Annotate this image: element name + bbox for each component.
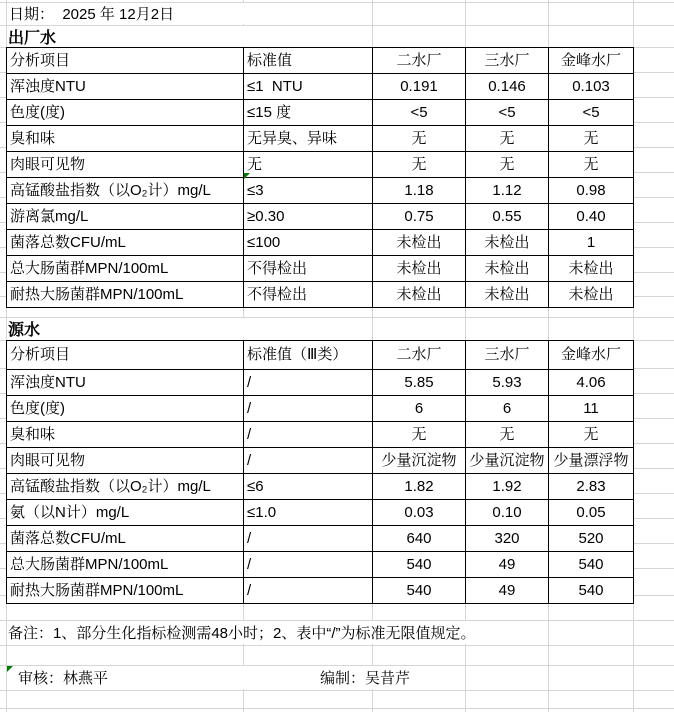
value-cell[interactable]: <5 (373, 100, 466, 126)
value-cell[interactable]: 0.10 (466, 500, 549, 526)
value-cell[interactable]: 1.12 (466, 178, 549, 204)
table-row (7, 282, 634, 308)
row-label-cell[interactable]: 氨（以N计）mg/L (7, 500, 244, 526)
value-cell[interactable]: 0.55 (466, 204, 549, 230)
row-label-cell[interactable]: 耐热大肠菌群MPN/100mL (7, 282, 244, 308)
row-label-cell[interactable]: 高锰酸盐指数（以O₂计）mg/L (7, 178, 244, 204)
value-cell[interactable]: 5.93 (466, 370, 549, 396)
value-cell[interactable]: 无 (549, 126, 634, 152)
value-cell[interactable]: 320 (466, 526, 549, 552)
standard-value-cell[interactable]: ≤3 (244, 178, 373, 204)
value-cell[interactable]: 5.85 (373, 370, 466, 396)
table-row (7, 370, 634, 396)
value-cell[interactable]: 未检出 (373, 282, 466, 308)
table-row (7, 74, 634, 100)
row-label-cell[interactable]: 浑浊度NTU (7, 370, 244, 396)
standard-value-cell[interactable]: / (244, 552, 373, 578)
value-cell[interactable]: 0.146 (466, 74, 549, 100)
reviewer-cell[interactable]: 审核：林燕平 (7, 666, 246, 689)
table-row (7, 552, 634, 578)
value-cell[interactable]: 49 (466, 578, 549, 604)
column-header-cell[interactable]: 二水厂 (373, 341, 466, 370)
value-cell[interactable]: 无 (466, 126, 549, 152)
table-row (7, 526, 634, 552)
table-row (7, 256, 634, 282)
row-label-cell[interactable]: 浑浊度NTU (7, 74, 244, 100)
value-cell[interactable]: 1.18 (373, 178, 466, 204)
standard-value-cell[interactable]: ≥0.30 (244, 204, 373, 230)
table-row (7, 100, 634, 126)
standard-value-cell[interactable]: 不得检出 (244, 256, 373, 282)
row-label-cell[interactable]: 耐热大肠菌群MPN/100mL (7, 578, 244, 604)
value-cell[interactable]: 无 (549, 152, 634, 178)
value-cell[interactable]: 未检出 (466, 282, 549, 308)
standard-value-cell[interactable]: / (244, 396, 373, 422)
row-label-cell[interactable]: 菌落总数CFU/mL (7, 526, 244, 552)
date-cell[interactable]: 日期： 2025 年 12月2日 (7, 3, 245, 24)
value-cell[interactable]: 少量沉淀物 (373, 448, 466, 474)
value-cell[interactable]: 0.03 (373, 500, 466, 526)
value-cell[interactable]: 1.92 (466, 474, 549, 500)
table-row (7, 422, 634, 448)
value-cell[interactable]: <5 (466, 100, 549, 126)
value-cell[interactable]: <5 (549, 100, 634, 126)
gridline-h (0, 708, 674, 709)
row-label-cell[interactable]: 色度(度) (7, 100, 244, 126)
source-water-table (6, 340, 634, 604)
value-cell[interactable]: 540 (373, 552, 466, 578)
table-row (7, 126, 634, 152)
table-row (7, 230, 634, 256)
standard-value-cell[interactable]: ≤100 (244, 230, 373, 256)
standard-value-cell[interactable]: ≤15 度 (244, 100, 373, 126)
row-label-cell[interactable]: 高锰酸盐指数（以O₂计）mg/L (7, 474, 244, 500)
column-header-cell[interactable]: 二水厂 (373, 48, 466, 74)
standard-value-cell[interactable]: 无 (244, 152, 373, 178)
value-cell[interactable]: 无 (373, 126, 466, 152)
table-row (7, 448, 634, 474)
finished-water-table (6, 47, 634, 308)
column-header-cell[interactable]: 标准值（Ⅲ类） (244, 341, 373, 370)
value-cell[interactable]: 0.75 (373, 204, 466, 230)
standard-value-cell[interactable]: / (244, 422, 373, 448)
table-row (7, 500, 634, 526)
value-cell[interactable]: 未检出 (373, 230, 466, 256)
value-cell[interactable]: 6 (466, 396, 549, 422)
value-cell[interactable]: 0.98 (549, 178, 634, 204)
cell-flag-icon (244, 173, 250, 179)
section-title-finished-water[interactable]: 出厂水 (7, 26, 244, 46)
value-cell[interactable]: 1 (549, 230, 634, 256)
value-cell[interactable]: 0.05 (549, 500, 634, 526)
value-cell[interactable]: 少量沉淀物 (466, 448, 549, 474)
value-cell[interactable]: 11 (549, 396, 634, 422)
value-cell[interactable]: 无 (466, 152, 549, 178)
value-cell[interactable]: 未检出 (373, 256, 466, 282)
standard-value-cell[interactable]: ≤1.0 (244, 500, 373, 526)
header-row (7, 341, 634, 370)
column-header-cell[interactable]: 三水厂 (466, 48, 549, 74)
row-label-cell[interactable]: 总大肠菌群MPN/100mL (7, 552, 244, 578)
column-header-cell[interactable]: 分析项目 (7, 48, 244, 74)
gridline-h (0, 645, 674, 646)
column-header-cell[interactable]: 分析项目 (7, 341, 244, 370)
standard-value-cell[interactable]: 不得检出 (244, 282, 373, 308)
row-label-cell[interactable]: 肉眼可见物 (7, 448, 244, 474)
value-cell[interactable]: 520 (549, 526, 634, 552)
value-cell[interactable]: 540 (549, 552, 634, 578)
value-cell[interactable]: 未检出 (466, 256, 549, 282)
column-header-cell[interactable]: 标准值 (244, 48, 373, 74)
preparer-cell[interactable]: 编制：吴昔芹 (318, 666, 410, 689)
row-label-cell[interactable]: 游离氯mg/L (7, 204, 244, 230)
row-label-cell[interactable]: 臭和味 (7, 126, 244, 152)
value-cell[interactable]: 未检出 (549, 282, 634, 308)
standard-value-cell[interactable]: / (244, 448, 373, 474)
value-cell[interactable]: 无 (373, 152, 466, 178)
value-cell[interactable]: 少量漂浮物 (549, 448, 634, 474)
value-cell[interactable]: 未检出 (466, 230, 549, 256)
row-label-cell[interactable]: 色度(度) (7, 396, 244, 422)
value-cell[interactable]: 540 (373, 578, 466, 604)
header-row (7, 48, 634, 74)
notes-cell[interactable]: 备注：1、部分生化指标检测需48小时；2、表中“/”为标准无限值规定。 (7, 621, 513, 644)
table-row (7, 204, 634, 230)
standard-value-cell[interactable]: / (244, 526, 373, 552)
value-cell[interactable]: 2.83 (549, 474, 634, 500)
standard-value-cell[interactable]: ≤1 NTU (244, 74, 373, 100)
cell-flag-icon (7, 666, 13, 672)
value-cell[interactable]: 0.40 (549, 204, 634, 230)
value-cell[interactable]: 49 (466, 552, 549, 578)
table-row (7, 474, 634, 500)
value-cell[interactable]: 6 (373, 396, 466, 422)
standard-value-cell[interactable]: 无异臭、异味 (244, 126, 373, 152)
column-header-cell[interactable]: 金峰水厂 (549, 48, 634, 74)
gridline-h (0, 690, 674, 691)
row-label-cell[interactable]: 肉眼可见物 (7, 152, 244, 178)
table-row (7, 396, 634, 422)
value-cell[interactable]: 无 (373, 422, 466, 448)
value-cell[interactable]: 4.06 (549, 370, 634, 396)
value-cell[interactable]: 无 (549, 422, 634, 448)
row-label-cell[interactable]: 菌落总数CFU/mL (7, 230, 244, 256)
value-cell[interactable]: 540 (549, 578, 634, 604)
value-cell[interactable]: 0.191 (373, 74, 466, 100)
column-header-cell[interactable]: 金峰水厂 (549, 341, 634, 370)
row-label-cell[interactable]: 总大肠菌群MPN/100mL (7, 256, 244, 282)
value-cell[interactable]: 1.82 (373, 474, 466, 500)
row-label-cell[interactable]: 臭和味 (7, 422, 244, 448)
value-cell[interactable]: 640 (373, 526, 466, 552)
column-header-cell[interactable]: 三水厂 (466, 341, 549, 370)
table-row (7, 578, 634, 604)
value-cell[interactable]: 无 (466, 422, 549, 448)
value-cell[interactable]: 0.103 (549, 74, 634, 100)
standard-value-cell[interactable]: / (244, 578, 373, 604)
standard-value-cell[interactable]: ≤6 (244, 474, 373, 500)
value-cell[interactable]: 未检出 (549, 256, 634, 282)
standard-value-cell[interactable]: / (244, 370, 373, 396)
table-row (7, 152, 634, 178)
table-row (7, 178, 634, 204)
section-title-source-water[interactable]: 源水 (7, 318, 244, 339)
